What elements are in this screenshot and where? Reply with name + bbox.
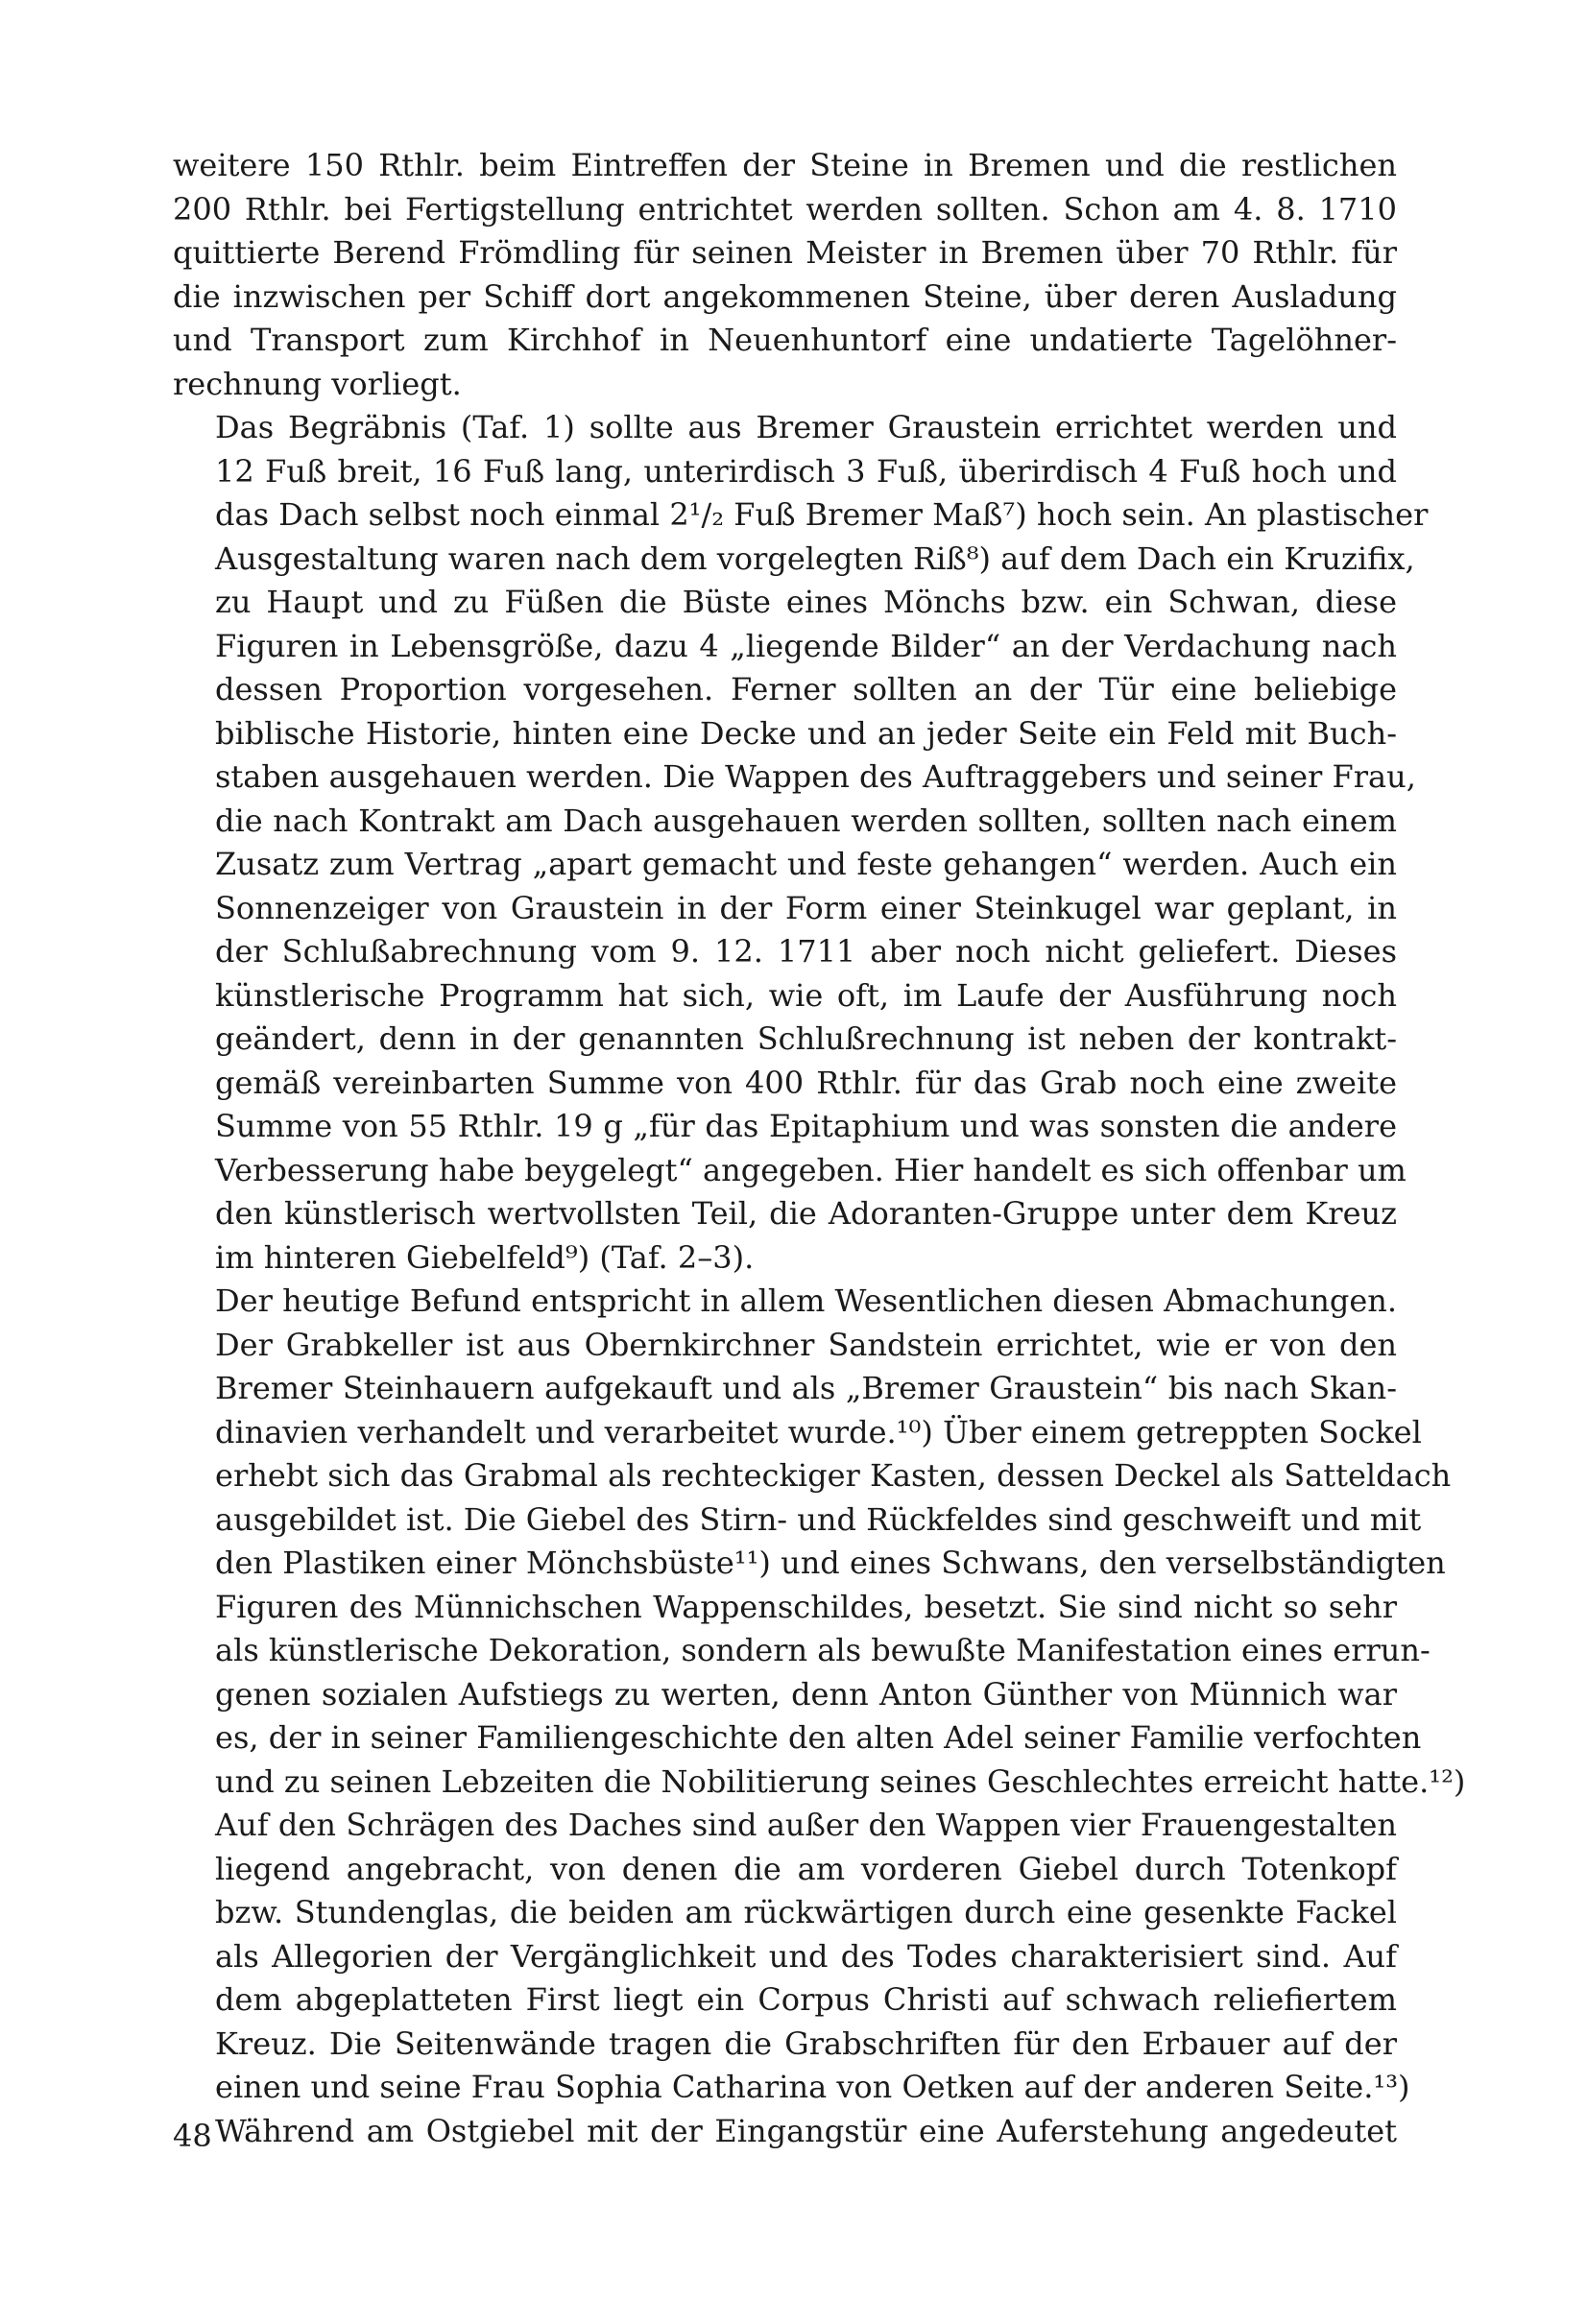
text-line: biblische Historie, hinten eine Decke und an jeder Seite ein Feld mit Buch- [215,714,1397,752]
text-line: geändert, denn in der genannten Schlußrechnung ist neben der kontrakt- [215,1020,1397,1057]
text-line: dem abgeplatteten First liegt ein Corpus Christi auf schwach reliefiertem [215,1981,1397,2018]
text-line: 12 Fuß breit, 16 Fuß lang, unterirdisch 3 Fuß, überirdisch 4 Fuß hoch und [215,452,1397,490]
text-line: dessen Proportion vorgesehen. Ferner sollten an der Tür eine beliebige [215,671,1397,707]
text-line: Figuren des Münnichschen Wappenschildes, besetzt. Sie sind nicht so sehr [215,1588,1397,1625]
text-line: bzw. Stundenglas, die beiden am rückwärtigen durch eine gesenkte Fackel [215,1894,1397,1930]
text-line: und zu seinen Lebzeiten die Nobilitierung seines Geschlechtes erreicht hatte.¹²) [215,1762,1466,1800]
page-number: 48 [173,2118,212,2154]
page-body [173,144,1466,2153]
text-line: Das Begräbnis (Taf. 1) sollte aus Bremer Graustein errichtet werden und [215,409,1397,445]
text-line: das Dach selbst noch einmal 2¹/₂ Fuß Bremer Maß⁷) hoch sein. An plastischer [215,496,1429,533]
text-line: Bremer Steinhauern aufgekauft und als „Bremer Graustein“ bis nach Skan- [215,1370,1397,1406]
text-line: Kreuz. Die Seitenwände tragen die Grabschriften für den Erbauer auf der [215,2025,1397,2062]
text-line: einen und seine Frau Sophia Catharina von Oetken auf der anderen Seite.¹³) [215,2069,1410,2105]
text-line: die inzwischen per Schiff dort angekommenen Steine, über deren Ausladung [173,277,1397,315]
text-line: genen sozialen Aufstiegs zu werten, denn Anton Günther von Münnich war [215,1675,1397,1713]
text-line: staben ausgehauen werden. Die Wappen des Auftraggebers und seiner Frau, [215,758,1416,795]
text-line: Ausgestaltung waren nach dem vorgelegten Riß⁸) auf dem Dach ein Kruzifix, [215,539,1415,577]
text-line: zu Haupt und zu Füßen die Büste eines Mönchs bzw. ein Schwan, diese [215,584,1397,620]
text-line: 200 Rthlr. bei Fertigstellung entrichtet werden sollten. Schon am 4. 8. 1710 [173,190,1397,228]
text-line: Der heutige Befund entspricht in allem Wesentlichen diesen Abmachungen. [215,1282,1398,1319]
text-line: Zusatz zum Vertrag „apart gemacht und feste gehangen“ werden. Auch ein [215,846,1397,882]
text-line: Summe von 55 Rthlr. 19 g „für das Epitaphium und was sonsten die andere [215,1108,1397,1144]
text-line: der Schlußabrechnung vom 9. 12. 1711 aber noch nicht geliefert. Dieses [215,933,1397,970]
text-line: weitere 150 Rthlr. beim Eintreffen der Steine in Bremen und die restlichen [173,147,1397,183]
text-line: dinavien verhandelt und verarbeitet wurde.¹⁰) Über einem getreppten Sockel [215,1413,1422,1450]
text-line: den Plastiken einer Mönchsbüste¹¹) und eines Schwans, den verselbständigten [215,1545,1446,1581]
text-line: künstlerische Programm hat sich, wie oft, im Laufe der Ausführung noch [215,976,1397,1014]
text-line: es, der in seiner Familiengeschichte den alten Adel seiner Familie verfochten [215,1719,1422,1756]
paragraph-1 [173,144,1397,406]
text-line: den künstlerisch wertvollsten Teil, die Adoranten-Gruppe unter dem Kreuz [215,1195,1397,1232]
text-line: die nach Kontrakt am Dach ausgehauen werden sollten, sollten nach einem [215,802,1397,839]
text-line: liegend angebracht, von denen die am vorderen Giebel durch Totenkopf [215,1850,1397,1887]
paragraph-3 [173,1280,1466,2153]
text-line: Während am Ostgiebel mit der Eingangstür eine Auferstehung angedeutet [215,2112,1397,2149]
text-line: Der Grabkeller ist aus Obernkirchner Sandstein errichtet, wie er von den [215,1326,1397,1363]
text-line: ausgebildet ist. Die Giebel des Stirn- und Rückfeldes sind geschweift und mit [215,1500,1422,1538]
paragraph-2 [173,406,1429,1280]
text-line: Figuren in Lebensgröße, dazu 4 „liegende Bilder“ an der Verdachung nach [215,627,1397,664]
text-line: quittierte Berend Frömdling für seinen Meister in Bremen über 70 Rthlr. für [173,234,1397,271]
text-line: als Allegorien der Vergänglichkeit und des Todes charakterisiert sind. Auf [215,1937,1397,1975]
text-line: erhebt sich das Grabmal als rechteckiger Kasten, dessen Deckel als Satteldach [215,1457,1452,1494]
text-line: gemäß vereinbarten Summe von 400 Rthlr. für das Grab noch eine zweite [215,1064,1397,1101]
text-line: und Transport zum Kirchhof in Neuenhuntorf eine undatierte Tagelöhner- [173,322,1397,358]
text-line: im hinteren Giebelfeld⁹) (Taf. 2–3). [215,1238,755,1276]
text-line: als künstlerische Dekoration, sondern als bewußte Manifestation eines errun- [215,1632,1431,1668]
text-line: rechnung vorliegt. [173,365,462,402]
text-line: Verbesserung habe beygelegt“ angegeben. Hier handelt es sich offenbar um [215,1151,1407,1188]
text-line: Sonnenzeiger von Graustein in der Form einer Steinkugel war geplant, in [215,889,1397,926]
text-line: Auf den Schrägen des Daches sind außer den Wappen vier Frauengestalten [215,1807,1397,1843]
